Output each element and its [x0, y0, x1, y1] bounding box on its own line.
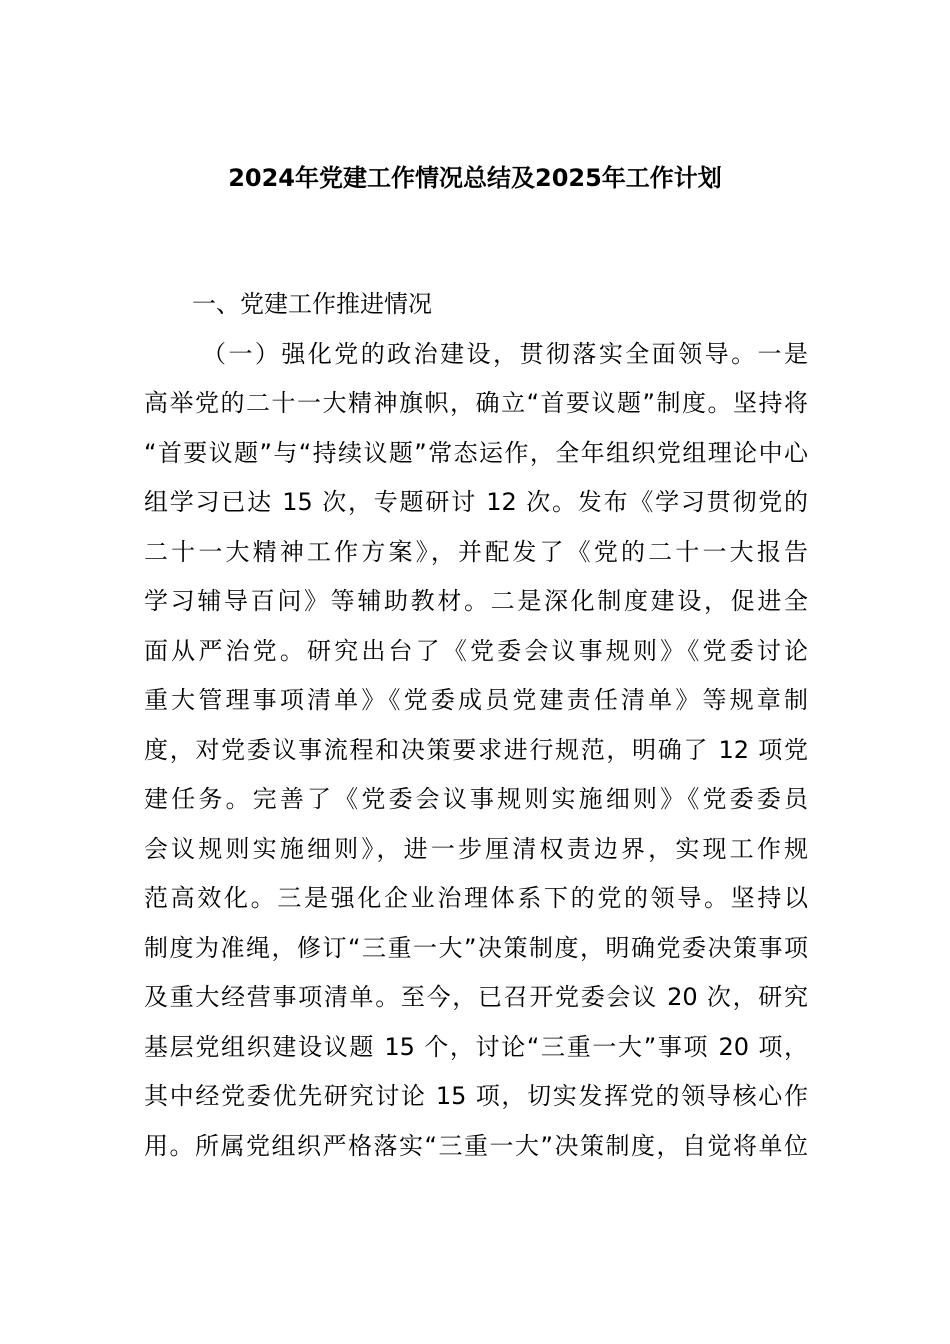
paragraph-line: 其中经党委优先研究讨论 15 项，切实发挥党的领导核心作 [144, 1082, 808, 1110]
paragraph-line: 及重大经营事项清单。至今，已召开党委会议 20 次，研究 [144, 983, 808, 1011]
paragraph-line: 范高效化。三是强化企业治理体系下的党的领导。坚持以 [144, 884, 808, 912]
paragraph-line: 高举党的二十一大精神旗帜，确立“首要议题”制度。坚持将 [144, 389, 808, 417]
document-body [144, 280, 808, 1171]
paragraph-line: 重大管理事项清单》《党委成员党建责任清单》等规章制 [144, 686, 808, 714]
paragraph-line: 面从严治党。研究出台了《党委会议事规则》《党委讨论 [144, 636, 808, 665]
paragraph-line: 度，对党委议事流程和决策要求进行规范，明确了 12 项党 [144, 735, 808, 764]
paragraph-line: 基层党组织建设议题 15 个，讨论“三重一大”事项 20 项， [144, 1032, 808, 1061]
paragraph-line: 组学习已达 15 次，专题研讨 12 次。发布《学习贯彻党的 [144, 488, 808, 516]
paragraph-line: 制度为准绳，修订“三重一大”决策制度，明确党委决策事项 [144, 933, 808, 962]
paragraph-line: （一）强化党的政治建设，贯彻落实全面领导。一是 [202, 339, 808, 368]
paragraph-line: 建任务。完善了《党委会议事规则实施细则》《党委委员 [144, 785, 808, 813]
paragraph-line: 二十一大精神工作方案》，并配发了《党的二十一大报告 [144, 537, 808, 566]
paragraph-line: 用。所属党组织严格落实“三重一大”决策制度，自觉将单位 [144, 1131, 808, 1160]
paragraph-line: 学习辅导百问》等辅助教材。二是深化制度建设，促进全 [144, 587, 808, 615]
document-title: 2024年党建工作情况总结及2025年工作计划 [228, 164, 722, 192]
section-heading: 一、党建工作推进情况 [192, 290, 432, 318]
paragraph-line: 会议规则实施细则》，进一步厘清权责边界，实现工作规 [144, 834, 808, 863]
paragraph [144, 330, 808, 1172]
paragraph-line: “首要议题”与“持续议题”常态运作，全年组织党组理论中心 [144, 438, 808, 467]
